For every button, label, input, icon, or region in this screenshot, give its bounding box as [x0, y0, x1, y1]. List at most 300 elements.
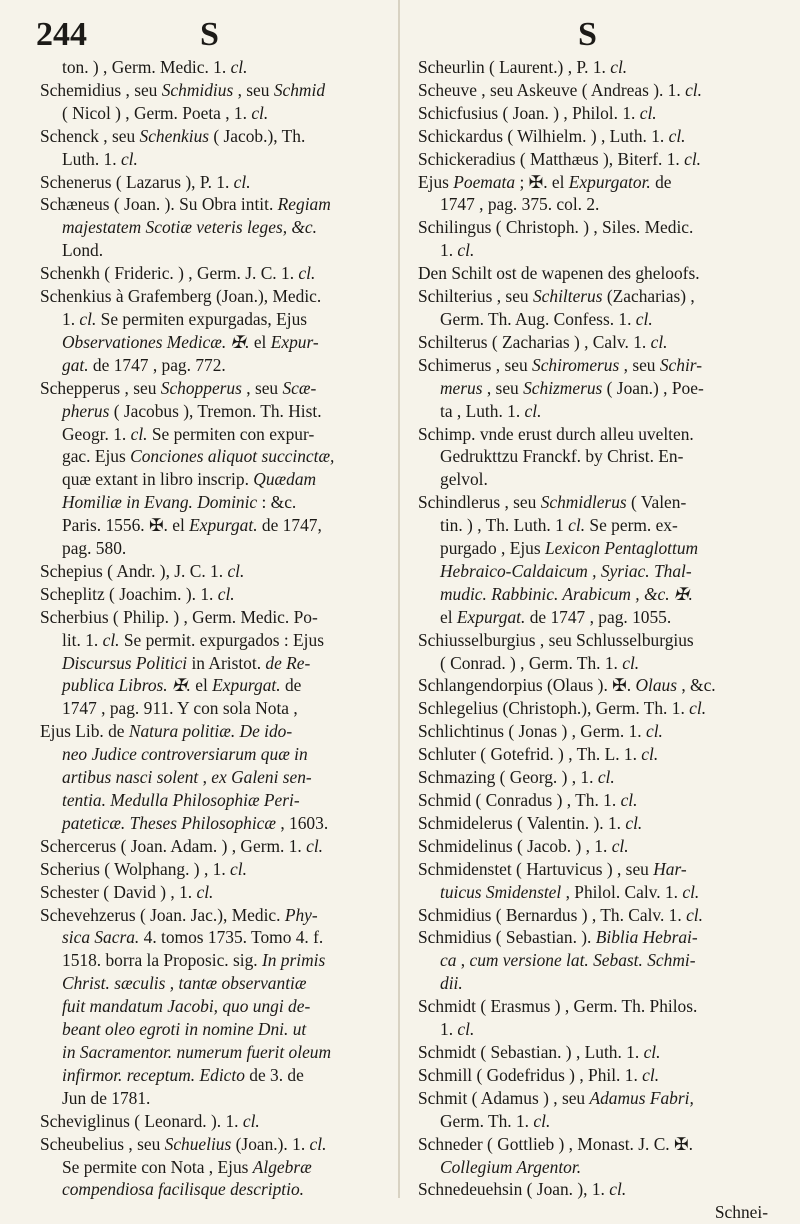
index-line: [40, 491, 396, 514]
text-segment: 1518. borra la Proposic. sig.: [62, 950, 262, 971]
index-line: [418, 766, 774, 789]
text-segment: cl.: [641, 744, 659, 765]
text-segment: gelvol.: [440, 469, 488, 490]
text-segment: 1747 , pag. 375. col. 2.: [440, 194, 600, 215]
text-segment: Scheubelius , seu: [40, 1133, 165, 1154]
text-segment: ; ✠. el: [515, 171, 569, 192]
text-segment: cl.: [102, 629, 120, 650]
text-segment: tuicus Smidenstel: [440, 881, 562, 902]
index-line: [418, 308, 774, 331]
text-segment: ( Jacobus ), Tremon. Th. Hist.: [109, 400, 322, 421]
text-segment: Schilingus ( Christoph. ) , Siles. Medic.: [418, 217, 694, 238]
text-segment: Scheuve , seu Askeuve ( Andreas ). 1.: [418, 79, 686, 100]
text-segment: Schæneus ( Joan. ). Su Obra intit.: [40, 194, 278, 215]
index-line: [418, 239, 774, 262]
text-segment: de 1747 , pag. 772.: [88, 354, 226, 375]
text-segment: cl.: [120, 148, 138, 169]
index-line: [418, 1087, 774, 1110]
text-segment: Schickardus ( Wilhielm. ) , Luth. 1.: [418, 125, 669, 146]
index-line: [40, 468, 396, 491]
text-segment: Expur-: [270, 331, 319, 352]
text-segment: Germ. Th. Aug. Confess. 1.: [440, 308, 636, 329]
text-segment: Schnedeuehsin ( Joan. ), 1.: [418, 1179, 610, 1200]
text-segment: ( Joan.) , Poe-: [602, 377, 704, 398]
text-segment: cl.: [650, 331, 668, 352]
index-line: [418, 812, 774, 835]
index-line: [418, 216, 774, 239]
text-segment: el: [249, 331, 271, 352]
text-segment: Schnei-: [714, 1202, 768, 1223]
text-segment: , seu: [233, 79, 274, 100]
index-line: [418, 262, 774, 285]
text-segment: artibus nasci solent: [62, 767, 199, 788]
text-segment: fuit mandatum Jacobi, quo ungi de-: [62, 996, 311, 1017]
text-segment: Schindlerus , seu: [418, 492, 541, 513]
text-segment: publica Libros. ✠.: [62, 675, 191, 696]
text-segment: : &c.: [257, 492, 297, 513]
text-segment: Schimerus , seu: [418, 354, 532, 375]
index-line: [40, 1087, 396, 1110]
index-line: [418, 881, 774, 904]
text-segment: infirmor. receptum.: [62, 1064, 196, 1085]
text-segment: Schlichtinus ( Jonas ) , Germ. 1.: [418, 721, 646, 742]
text-segment: In primis: [261, 950, 326, 971]
text-segment: pag. 580.: [62, 538, 127, 559]
index-line: [40, 835, 396, 858]
text-segment: Schercerus ( Joan. Adam. ) , Germ. 1.: [40, 835, 307, 856]
text-segment: Schenerus ( Lazarus ), P. 1.: [40, 171, 234, 192]
text-segment: Edicto: [199, 1064, 245, 1085]
text-segment: 4. tomos 1735. Tomo 4. f.: [139, 927, 324, 948]
text-segment: Scherbius ( Philip. ) , Germ. Medic. Po-: [40, 606, 318, 627]
index-line: [40, 125, 396, 148]
index-line: [418, 1110, 774, 1133]
text-segment: Scheviglinus ( Leonard. ). 1.: [40, 1110, 243, 1131]
index-line: [40, 606, 396, 629]
index-line: [418, 148, 774, 171]
text-segment: Schickeradius ( Matthæus ), Biterf. 1.: [418, 148, 685, 169]
index-line: [418, 171, 774, 194]
text-segment: ( Valen-: [626, 492, 687, 513]
index-line: [40, 148, 396, 171]
text-segment: sica Sacra.: [62, 927, 140, 948]
text-segment: ,: [456, 950, 470, 971]
index-line: [418, 79, 774, 102]
index-line: [418, 102, 774, 125]
text-segment: in Aristot.: [187, 652, 266, 673]
text-segment: Schmidt ( Erasmus ) , Germ. Th. Philos.: [418, 996, 698, 1017]
text-segment: Schepius ( Andr. ), J. C. 1.: [40, 560, 228, 581]
text-segment: tentia. Medulla Philosophiæ Peri-: [62, 790, 300, 810]
text-segment: cl.: [227, 560, 245, 581]
text-segment: 1.: [440, 240, 458, 261]
text-segment: Schenck , seu: [40, 125, 140, 146]
text-segment: Schmidelinus ( Jacob. ) , 1.: [418, 835, 612, 856]
text-segment: ex Galeni sen-: [211, 767, 312, 788]
text-segment: Scæ-: [282, 377, 317, 398]
index-line: [40, 812, 396, 835]
index-line: [418, 652, 774, 675]
index-line: [418, 926, 774, 949]
text-segment: cl.: [620, 790, 638, 810]
index-line: [40, 445, 396, 468]
text-segment: merus: [440, 377, 483, 398]
text-segment: Schmid ( Conradus ) , Th. 1.: [418, 790, 621, 810]
text-segment: Schimp. vnde erust durch alleu uvelten.: [418, 423, 694, 444]
text-segment: Schilterus ( Zacharias ) , Calv. 1.: [418, 331, 651, 352]
index-line: [418, 354, 774, 377]
text-segment: cl.: [689, 698, 707, 719]
index-line: [40, 216, 396, 239]
text-segment: Schenkh ( Frideric. ) , Germ. J. C. 1.: [40, 263, 299, 284]
index-line: [40, 1178, 396, 1201]
index-line: [418, 400, 774, 423]
text-segment: Schmazing ( Georg. ) , 1.: [418, 767, 598, 788]
text-segment: Schemidius , seu: [40, 79, 162, 100]
index-line: [40, 239, 396, 262]
text-segment: cl.: [682, 881, 700, 902]
text-segment: Schluter ( Gotefrid. ) , Th. L. 1.: [418, 744, 642, 765]
text-segment: cl.: [233, 171, 251, 192]
text-segment: cl.: [643, 1041, 661, 1062]
text-segment: Schevehzerus ( Joan. Jac.), Medic.: [40, 904, 285, 925]
text-segment: Schmid: [273, 79, 326, 100]
text-segment: Schepperus , seu: [40, 377, 161, 398]
index-line: [40, 652, 396, 675]
text-segment: majestatem Scotiæ veteris leges, &c.: [62, 217, 318, 238]
text-segment: Se permit. expurgados : Ejus: [119, 629, 324, 650]
text-segment: Schmidelerus ( Valentin. ). 1.: [418, 812, 626, 833]
index-line: [418, 629, 774, 652]
text-segment: lit. 1.: [62, 629, 103, 650]
text-segment: de 1747,: [257, 515, 322, 536]
text-segment: mudic. Rabbinic. Arabicum , &c. ✠.: [440, 583, 693, 604]
text-segment: Homiliæ in Evang. Dominic: [62, 492, 258, 513]
text-segment: Schilterius , seu: [418, 286, 533, 307]
text-segment: purgado , Ejus: [440, 538, 545, 559]
text-segment: Schlegelius (Christoph.), Germ. Th. 1.: [418, 698, 690, 719]
text-segment: Collegium Argentor.: [440, 1156, 582, 1177]
index-line: [40, 308, 396, 331]
text-segment: Schester ( David ) , 1.: [40, 881, 197, 902]
text-segment: Se permiten con expur-: [147, 423, 315, 444]
text-segment: cl.: [457, 240, 475, 261]
index-line: [418, 858, 774, 881]
index-line: [418, 583, 774, 606]
text-segment: Schuelius: [164, 1133, 232, 1154]
text-segment: Observationes Medicæ. ✠.: [62, 331, 250, 352]
text-segment: Expurgat.: [456, 606, 526, 627]
index-line: [418, 1018, 774, 1041]
index-line: [40, 514, 396, 537]
index-line: [418, 468, 774, 491]
text-segment: Se permiten expurgadas, Ejus: [96, 308, 308, 329]
text-segment: Schilterus: [532, 286, 603, 307]
text-segment: gac. Ejus: [62, 446, 131, 467]
text-segment: , seu: [482, 377, 524, 398]
text-segment: cl.: [611, 835, 629, 856]
index-line: [40, 560, 396, 583]
index-line: [40, 1018, 396, 1041]
text-segment: cl.: [610, 57, 628, 77]
text-segment: cl.: [196, 881, 214, 902]
index-line: [418, 537, 774, 560]
index-line: [40, 881, 396, 904]
index-line: [40, 537, 396, 560]
index-line: [418, 949, 774, 972]
text-segment: cl.: [230, 57, 248, 77]
text-segment: Se perm. ex-: [585, 515, 678, 536]
index-line: [40, 262, 396, 285]
text-segment: 1.: [440, 1019, 458, 1040]
text-segment: Schneder ( Gottlieb ) , Monast. J. C. ✠.: [418, 1133, 693, 1154]
index-line: [40, 995, 396, 1018]
text-segment: cl.: [130, 423, 148, 444]
index-line: [418, 193, 774, 216]
text-segment: Schiusselburgius , seu Schlusselburgius: [418, 629, 694, 650]
text-segment: Schmidius ( Sebastian. ).: [418, 927, 596, 948]
index-line: [418, 995, 774, 1018]
index-line: [418, 720, 774, 743]
index-line: [40, 583, 396, 606]
text-segment: Schmit ( Adamus ) , seu: [418, 1087, 590, 1108]
index-line: [40, 972, 396, 995]
text-segment: ton. ) , Germ. Medic. 1.: [62, 57, 231, 77]
text-segment: cl.: [625, 812, 643, 833]
text-segment: beant oleo egroti in nomine Dni. ut: [62, 1019, 307, 1040]
index-line: [40, 285, 396, 308]
text-segment: cl.: [306, 835, 324, 856]
text-segment: Ejus: [418, 171, 454, 192]
text-segment: cl.: [635, 308, 653, 329]
text-segment: Schenkius: [139, 125, 210, 146]
index-line: [418, 560, 774, 583]
page-gutter: [398, 0, 400, 1198]
text-segment: Regiam: [277, 194, 331, 215]
index-line: [40, 949, 396, 972]
text-segment: de Re-: [265, 652, 311, 673]
text-segment: tin. ) , Th. Luth. 1: [440, 515, 569, 536]
text-segment: Paris. 1556. ✠. el: [62, 515, 190, 536]
index-line: [40, 789, 396, 812]
index-line: [40, 697, 396, 720]
index-line: [418, 1178, 774, 1201]
text-segment: de: [650, 171, 672, 192]
text-segment: in Sacramentor. numerum fuerit oleum: [62, 1041, 332, 1062]
index-line: [40, 1110, 396, 1133]
index-line: [40, 331, 396, 354]
text-segment: pateticæ. Theses Philosophicæ: [62, 812, 276, 833]
index-line: [418, 56, 774, 79]
text-segment: cl.: [309, 1133, 327, 1154]
text-segment: cl.: [568, 515, 586, 536]
index-line: [418, 491, 774, 514]
text-segment: ca: [440, 950, 457, 971]
text-segment: dii.: [440, 973, 463, 994]
index-line: [40, 1041, 396, 1064]
text-segment: , seu: [619, 354, 660, 375]
index-line: [418, 743, 774, 766]
text-segment: Lond.: [62, 240, 104, 261]
index-line: [40, 193, 396, 216]
text-segment: Quædam: [253, 469, 317, 490]
left-column-letter: S: [200, 16, 219, 53]
text-segment: Biblia Hebrai-: [595, 927, 698, 948]
text-segment: Schmidius ( Bernardus ) , Th. Calv. 1.: [418, 904, 687, 925]
index-line: [418, 514, 774, 537]
text-segment: (Joan.). 1.: [231, 1133, 310, 1154]
text-segment: pherus: [62, 400, 110, 421]
text-segment: cl.: [533, 1110, 551, 1131]
index-line: [40, 423, 396, 446]
text-segment: Scherius ( Wolphang. ) , 1.: [40, 858, 231, 879]
text-segment: Schlangendorpius (Olaus ). ✠.: [418, 675, 636, 696]
text-segment: ( Conrad. ) , Germ. Th. 1.: [440, 652, 623, 673]
index-line: [418, 606, 774, 629]
text-segment: cl.: [298, 263, 316, 284]
text-segment: Discursus Politici: [62, 652, 188, 673]
text-segment: cl.: [685, 79, 702, 100]
text-segment: de 1747 , pag. 1055.: [525, 606, 672, 627]
left-column: [40, 56, 396, 1201]
text-segment: Adamus Fabri,: [589, 1087, 694, 1108]
index-line: [418, 1201, 774, 1224]
index-line: [40, 400, 396, 423]
text-segment: Expurgat.: [189, 515, 258, 536]
index-line: [418, 445, 774, 468]
index-line: [418, 125, 774, 148]
right-column-letter: S: [578, 16, 597, 53]
text-segment: Schopperus: [160, 377, 242, 398]
text-segment: 1747 , pag. 911. Y con sola Nota ,: [62, 698, 298, 719]
text-segment: neo Judice controversiarum quæ in: [62, 744, 308, 765]
text-segment: , 1603.: [276, 812, 329, 833]
text-segment: Conciones aliquot succinctæ,: [130, 446, 335, 467]
index-line: [40, 674, 396, 697]
text-segment: Poemata: [453, 171, 516, 192]
text-segment: cl.: [242, 1110, 260, 1131]
text-segment: cl.: [79, 308, 97, 329]
text-segment: Schenkius à Grafemberg (Joan.), Medic.: [40, 286, 322, 307]
text-segment: Algebræ: [252, 1156, 312, 1177]
page-number: 244: [36, 16, 87, 53]
text-segment: cl.: [597, 767, 615, 788]
text-segment: cl.: [609, 1179, 627, 1200]
index-line: [40, 926, 396, 949]
text-segment: 1.: [62, 308, 80, 329]
text-segment: el: [190, 675, 213, 696]
text-segment: Scheurlin ( Laurent.) , P. 1.: [418, 57, 611, 77]
text-segment: Schmidt ( Sebastian. ) , Luth. 1.: [418, 1041, 644, 1062]
text-segment: cl.: [457, 1019, 475, 1040]
text-segment: cl.: [639, 102, 657, 123]
text-segment: Har-: [653, 858, 687, 879]
text-segment: Expurgat.: [212, 675, 281, 696]
text-segment: Schmidlerus: [540, 492, 627, 513]
text-segment: , seu: [241, 377, 283, 398]
text-segment: Schmill ( Godefridus ) , Phil. 1.: [418, 1064, 643, 1085]
text-segment: cl.: [622, 652, 640, 673]
text-segment: Hebraico-Caldaicum , Syriac. Thal-: [440, 560, 692, 581]
index-line: [418, 1041, 774, 1064]
text-segment: ( Jacob.), Th.: [209, 125, 306, 146]
text-segment: cl.: [524, 400, 542, 421]
index-line: [40, 79, 396, 102]
index-line: [40, 171, 396, 194]
index-line: [418, 331, 774, 354]
text-segment: Phy-: [284, 904, 318, 925]
index-line: [418, 1133, 774, 1156]
index-line: [40, 720, 396, 743]
text-segment: Ejus Lib. de: [40, 721, 129, 742]
text-segment: Expurgator.: [568, 171, 651, 192]
index-line: [418, 285, 774, 308]
text-segment: cl.: [217, 583, 235, 604]
index-line: [40, 1064, 396, 1087]
text-segment: , Philol. Calv. 1.: [561, 881, 683, 902]
text-segment: cl.: [642, 1064, 660, 1085]
text-segment: compendiosa facilisque descriptio.: [62, 1179, 304, 1200]
text-segment: cl.: [230, 858, 247, 879]
index-line: [418, 1064, 774, 1087]
index-line: [40, 629, 396, 652]
right-column: [418, 56, 774, 1224]
index-line: [40, 102, 396, 125]
text-segment: Schiromerus: [532, 354, 620, 375]
index-line: [40, 743, 396, 766]
index-line: [40, 56, 396, 79]
text-segment: Germ. Th. 1.: [440, 1110, 534, 1131]
text-segment: cl.: [684, 148, 702, 169]
text-segment: Luth. 1.: [62, 148, 121, 169]
index-line: [418, 1156, 774, 1179]
text-segment: de 3. de: [244, 1064, 304, 1085]
text-segment: Olaus: [635, 675, 677, 696]
text-segment: Geogr. 1.: [62, 423, 131, 444]
text-segment: ta , Luth. 1.: [440, 400, 525, 421]
text-segment: Schicfusius ( Joan. ) , Philol. 1.: [418, 102, 640, 123]
text-segment: Scheplitz ( Joachim. ). 1.: [40, 583, 218, 604]
index-line: [40, 1156, 396, 1179]
text-segment: Jun de 1781.: [62, 1087, 151, 1108]
text-segment: Se permite con Nota , Ejus: [62, 1156, 253, 1177]
text-segment: gat.: [62, 354, 89, 375]
index-line: [418, 697, 774, 720]
text-segment: de: [280, 675, 302, 696]
text-segment: , &c.: [677, 675, 716, 696]
text-segment: Lexicon Pentaglottum: [544, 538, 699, 559]
text-segment: ( Nicol ) , Germ. Poeta , 1.: [62, 102, 252, 123]
index-line: [418, 835, 774, 858]
text-segment: Schir-: [659, 354, 703, 375]
text-segment: ,: [198, 767, 212, 788]
text-segment: (Zacharias) ,: [602, 286, 695, 307]
text-segment: cum versione lat. Sebast. Schmi-: [469, 950, 696, 971]
text-segment: Christ. sæculis , tantæ observantiæ: [62, 973, 307, 994]
index-line: [418, 972, 774, 995]
index-line: [40, 904, 396, 927]
index-line: [40, 354, 396, 377]
index-line: [40, 858, 396, 881]
index-line: [418, 377, 774, 400]
text-segment: Gedrukttzu Franckf. by Christ. En-: [440, 446, 684, 467]
text-segment: cl.: [668, 125, 686, 146]
index-line: [40, 766, 396, 789]
text-segment: cl.: [251, 102, 269, 123]
index-line: [418, 423, 774, 446]
text-segment: Den Schilt ost de wapenen des gheloofs.: [418, 263, 700, 284]
index-line: [40, 377, 396, 400]
